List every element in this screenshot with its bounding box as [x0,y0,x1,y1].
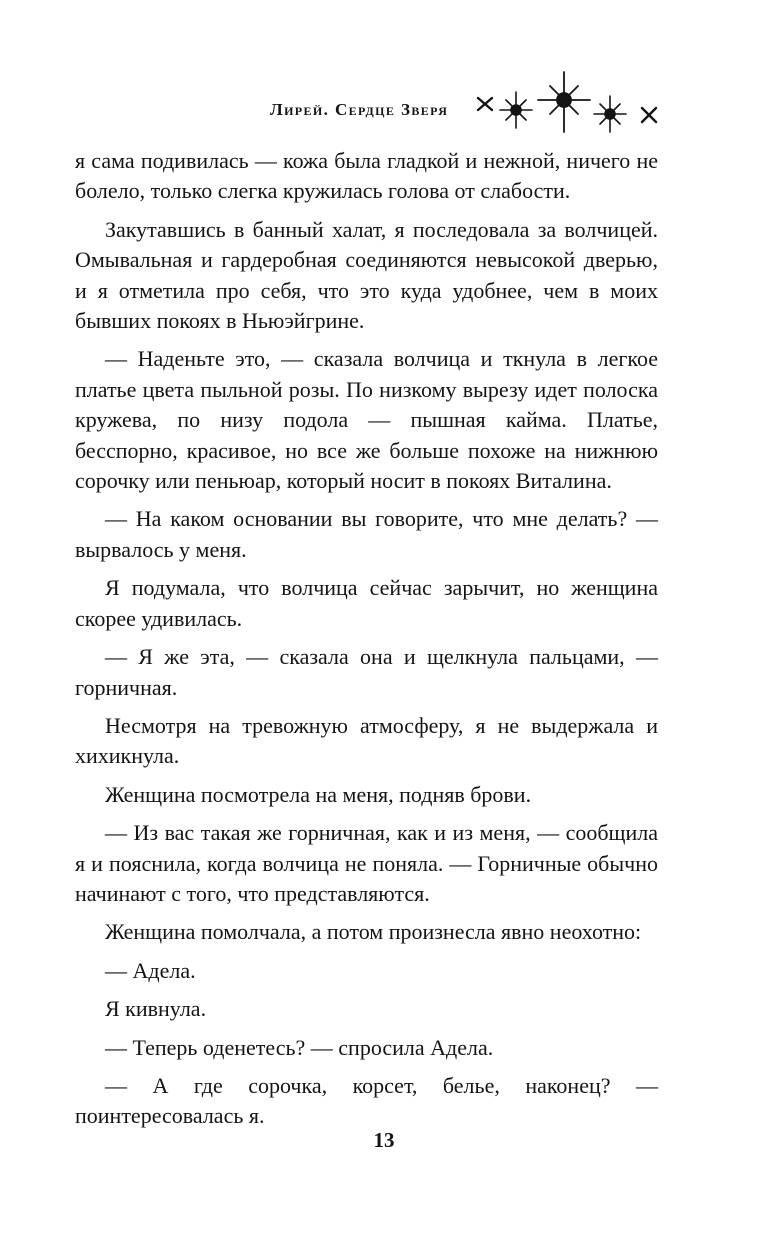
paragraph: — Я же эта, — сказала она и щелкнула пальцами, — горничная. [75,644,658,700]
paragraph: — Теперь оденетесь? — спросила Адела. [105,1034,494,1060]
running-title: Лирей. Сердце Зверя [270,100,449,119]
small-cross-icon [478,98,492,110]
paragraph: — На каком основании вы говорите, что мне делать? — вырвалось у меня. [75,506,658,562]
star-ornament-icon [472,70,668,136]
paragraph: Я кивнула. [105,996,207,1022]
paragraph: я сама подивилась — кожа была гладкой и нежной, ничего не болело, только слегка кружилась голова от слабости. [75,148,658,204]
star-icon-2 [538,72,590,132]
paragraph: — Наденьте это, — сказала волчица и ткнула в легкое платье цвета пыльной розы. По низкому вырезу идет полоска кружева, по низу подола — пышная кайма. Платье, бесспорно, красивое, но все же больше похоже на нижнюю сорочку или пеньюар, который носит в покоях Виталина. [75,346,658,494]
paragraph: Женщина посмотрела на меня, подняв брови. [105,781,532,807]
paragraph: Я подумала, что волчица сейчас зарычит, но женщина скорее удивилась. [75,575,658,631]
page-number: 13 [373,1128,395,1152]
body-text [75,146,658,1140]
paragraph: Закутавшись в банный халат, я последовала за волчицей. Омывальная и гардеробная соединяются невысокой дверью, и я отметила про себя, что это куда удобнее, чем в моих бывших покоях в Ньюэйгрине. [75,216,658,334]
paragraph: Несмотря на тревожную атмосферу, я не выдержала и хихикнула. [75,712,658,769]
running-header [268,70,668,136]
paragraph: — Адела. [105,957,196,983]
small-cross-icon-right [642,108,656,122]
star-icon-3 [594,96,626,132]
paragraph: — Из вас такая же горничная, как и из меня, — сообщила я и пояснила, когда волчица не поняла. — Горничные обычно начинают с того, что представляются. [75,820,658,906]
paragraph: — А где сорочка, корсет, белье, наконец? — поинтересовалась я. [75,1072,658,1129]
paragraph: Женщина помолчала, а потом произнесла явно неохотно: [105,919,642,945]
star-icon-1 [500,92,532,128]
